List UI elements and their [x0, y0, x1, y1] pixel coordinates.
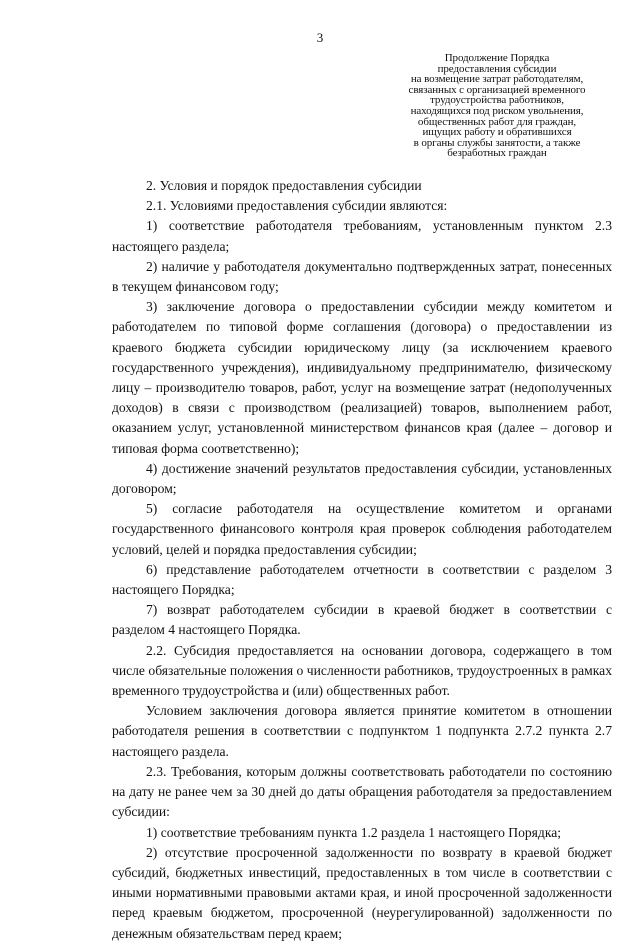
- paragraph: 7) возврат работодателем субсидии в краевой бюджет в соответствии с разделом 4 настоящего Порядка.: [112, 602, 612, 638]
- paragraph: 2.2. Субсидия предоставляется на основании договора, содержащего в том числе обязательные положения о численности работников, трудоустроенных в рамках временного трудоустройства и (или) общественных работ.: [112, 642, 612, 699]
- header-line: в органы службы занятости, а также: [413, 136, 581, 149]
- header-line: безработных граждан: [447, 147, 547, 160]
- paragraph: Условием заключения договора является принятие комитетом в отношении работодателя решения в соответствии с подпунктом 1 подпункта 2.7.2 пункта 2.7 настоящего раздела.: [112, 703, 612, 759]
- header-line: на возмещение затрат работодателям,: [410, 73, 584, 86]
- paragraph: 2.1. Условиями предоставления субсидии являются:: [146, 198, 448, 214]
- section-heading: 2. Условия и порядок предоставления субсидии: [146, 178, 422, 193]
- header-line: Продолжение Порядка: [444, 52, 550, 64]
- header-line: находящихся под риском увольнения,: [410, 104, 584, 117]
- header-line: предоставления субсидии: [437, 62, 557, 75]
- paragraph: 1) соответствие работодателя требованиям, установленным пунктом 2.3 настоящего раздела;: [112, 218, 612, 254]
- paragraph: 3) заключение договора о предоставлении субсидии между комитетом и работодателем по типовой форме соглашения (договора) о предоставлении из краевого бюджета субсидии юридическому лицу (за исключением краевого государственного учреждения), индивидуальному предпринимателю, физическому лицу – производителю товаров, работ, услуг на возмещение затрат (недополученных доходов) в связи с производством (реализацией) товаров, выполнением работ, оказанием услуг, установленной министерством финансов края (далее – договор и типовая форма соответственно);: [112, 299, 612, 456]
- document-header: [382, 53, 612, 159]
- paragraph: 4) достижение значений результатов предоставления субсидии, установленных договором;: [112, 460, 612, 497]
- paragraph: 2) отсутствие просроченной задолженности по возврату в краевой бюджет субсидий, бюджетных инвестиций, предоставленных в том числе в соответствии с иными нормативными правовыми актами края, и иной просроченной задолженности перед краевым бюджетом, просроченной (неурегулированной) задолженности по денежным обязательствам перед краем;: [112, 844, 612, 941]
- paragraph: 2.3. Требования, которым должны соответствовать работодатели по состоянию на дату не ранее чем за 30 дней до даты обращения работодателя за предоставлением субсидии:: [112, 763, 612, 820]
- header-line: ищущих работу и обратившихся: [422, 126, 572, 139]
- header-line: связанных с организацией временного: [408, 83, 586, 96]
- document-body: [112, 176, 612, 944]
- paragraph: 2) наличие у работодателя документально подтвержденных затрат, понесенных в текущем финансовом году;: [112, 258, 612, 295]
- paragraph: 1) соответствие требованиям пункта 1.2 раздела 1 настоящего Порядка;: [146, 824, 562, 840]
- paragraph: 5) согласие работодателя на осуществление комитетом и органами государственного финансового контроля края проверок соблюдения работодателем условий, целей и порядка предоставления субсидии;: [112, 501, 612, 557]
- header-line: общественных работ для граждан,: [417, 115, 577, 128]
- header-line: трудоустройства работников,: [430, 94, 564, 107]
- paragraph: 6) представление работодателем отчетности в соответствии с разделом 3 настоящего Порядка;: [112, 561, 612, 598]
- page-number: 3: [316, 30, 324, 45]
